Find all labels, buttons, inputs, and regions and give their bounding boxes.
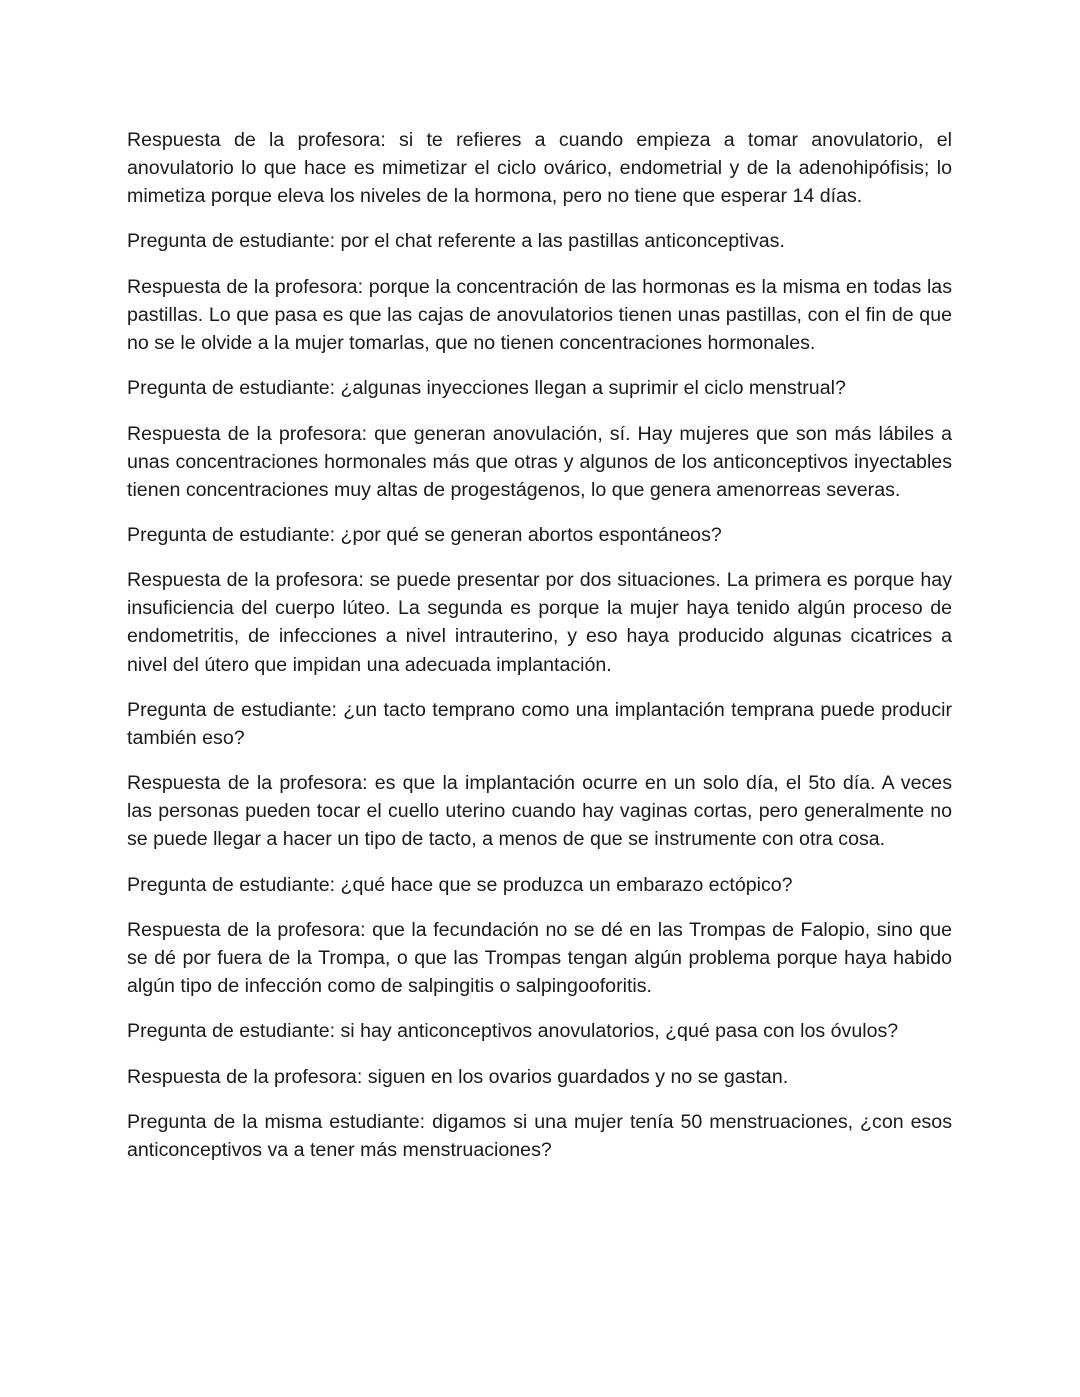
paragraph-answer-anovulacion: Respuesta de la profesora: que generan anovulación, sí. Hay mujeres que son más lábiles a unas concentraciones hormonales más que otras y algunos de los anticonceptivos inyectables tienen concentraciones muy altas de progestágenos, lo que genera amenorreas severas. (127, 422, 952, 501)
paragraph-question-tacto: Pregunta de estudiante: ¿un tacto temprano como una implantación temprana puede producir también eso? (127, 698, 952, 749)
paragraph-question-ovulos: Pregunta de estudiante: si hay anticonceptivos anovulatorios, ¿qué pasa con los óvulos? (127, 1020, 899, 1043)
paragraph-question-inyecciones: Pregunta de estudiante: ¿algunas inyecciones llegan a suprimir el ciclo menstrual? (127, 377, 846, 400)
paragraph-answer-fecundacion: Respuesta de la profesora: que la fecundación no se dé en las Trompas de Falopio, sino que se dé por fuera de la Trompa, o que las Trompas tengan algún problema porque haya habido algún tipo de infección como de salpingitis o salpingooforitis. (127, 918, 952, 998)
paragraph-question-abortos: Pregunta de estudiante: ¿por qué se generan abortos espontáneos? (127, 523, 722, 546)
paragraph-answer-ovarios: Respuesta de la profesora: siguen en los ovarios guardados y no se gastan. (127, 1065, 789, 1088)
paragraph-answer-situaciones: Respuesta de la profesora: se puede presentar por dos situaciones. La primera es porque hay insuficiencia del cuerpo lúteo. La segunda es porque la mujer haya tenido algún proceso de endometritis, de infecciones a nivel intrauterino, y eso haya producido algunas cicatrices a nivel del útero que impidan una adecuada implantación. (127, 569, 952, 676)
paragraph-question-chat: Pregunta de estudiante: por el chat referente a las pastillas anticonceptivas. (127, 230, 785, 253)
paragraph-question-ectopico: Pregunta de estudiante: ¿qué hace que se produzca un embarazo ectópico? (127, 873, 793, 896)
document-page (127, 126, 952, 1181)
paragraph-answer-anovulatorio: Respuesta de la profesora: si te refieres a cuando empieza a tomar anovulatorio, el anovulatorio lo que hace es mimetizar el ciclo ovárico, endometrial y de la adenohipófisis; lo mimetiza porque eleva los niveles de la hormona, pero no tiene que esperar 14 días. (127, 129, 952, 208)
paragraph-answer-implantacion: Respuesta de la profesora: es que la implantación ocurre en un solo día, el 5to día. A veces las personas pueden tocar el cuello uterino cuando hay vaginas cortas, pero generalmente no se puede llegar a hacer un tipo de tacto, a menos de que se instrumente con otra cosa. (127, 772, 952, 851)
paragraph-question-menstruaciones: Pregunta de la misma estudiante: digamos si una mujer tenía 50 menstruaciones, ¿con esos anticonceptivos va a tener más menstruaciones? (127, 1110, 952, 1162)
paragraph-answer-concentracion: Respuesta de la profesora: porque la concentración de las hormonas es la misma en todas las pastillas. Lo que pasa es que las cajas de anovulatorios tienen unas pastillas, con el fin de que no se le olvide a la mujer tomarlas, que no tienen concentraciones hormonales. (127, 275, 952, 354)
